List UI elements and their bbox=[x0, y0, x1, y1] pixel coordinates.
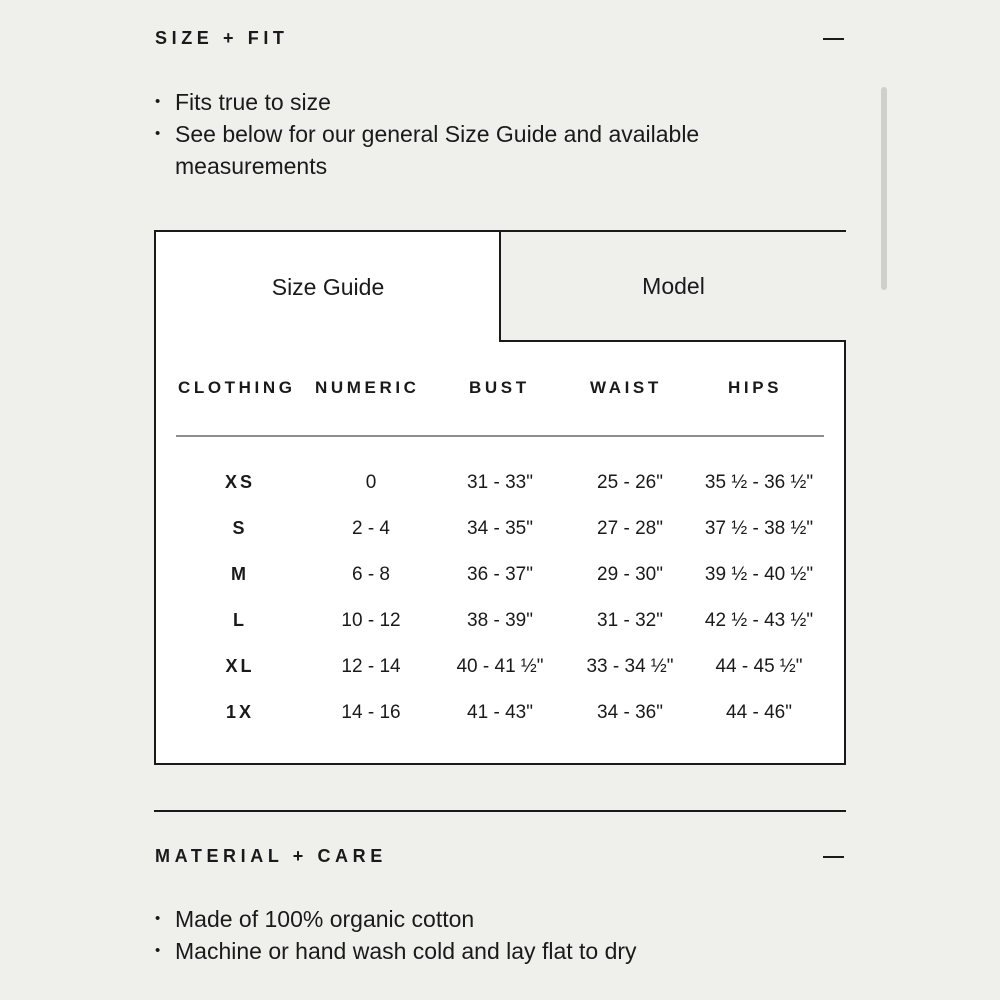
list-item: • See below for our general Size Guide and available measurements bbox=[155, 118, 755, 182]
table-cell-hips: 42 ½ - 43 ½" bbox=[704, 610, 814, 631]
table-cell-waist: 31 - 32" bbox=[597, 610, 663, 631]
table-cell-clothing: M bbox=[231, 564, 249, 584]
minus-icon bbox=[823, 856, 844, 858]
table-cell-waist: 34 - 36" bbox=[597, 702, 663, 723]
material-care-collapse-button[interactable] bbox=[823, 848, 845, 866]
table-cell-bust: 41 - 43" bbox=[467, 702, 533, 723]
table-cell-waist: 33 - 34 ½" bbox=[586, 656, 674, 677]
table-header-divider bbox=[176, 435, 824, 437]
table-cell-bust: 31 - 33" bbox=[467, 472, 533, 493]
table-cell-waist: 29 - 30" bbox=[597, 564, 663, 585]
table-cell-waist: 25 - 26" bbox=[597, 472, 663, 493]
table-cell-waist: 27 - 28" bbox=[597, 518, 663, 539]
table-cell-clothing: L bbox=[233, 610, 247, 630]
column-header-waist: WAIST bbox=[590, 378, 662, 397]
table-cell-numeric: 0 bbox=[365, 472, 377, 493]
column-header-hips: HIPS bbox=[728, 378, 783, 397]
table-cell-numeric: 2 - 4 bbox=[351, 518, 391, 539]
table-cell-bust: 38 - 39" bbox=[467, 610, 533, 631]
table-cell-hips: 44 - 46" bbox=[726, 702, 792, 723]
minus-icon bbox=[823, 38, 844, 40]
tab-label: Size Guide bbox=[271, 273, 385, 300]
material-care-title: MATERIAL + CARE bbox=[155, 846, 387, 866]
list-item: • Machine or hand wash cold and lay flat to dry bbox=[155, 935, 855, 967]
tab-size-guide[interactable] bbox=[156, 232, 500, 342]
size-fit-collapse-button[interactable] bbox=[823, 30, 845, 48]
list-item: • Fits true to size bbox=[155, 86, 855, 118]
size-fit-title: SIZE + FIT bbox=[155, 28, 289, 48]
table-cell-bust: 40 - 41 ½" bbox=[456, 656, 544, 677]
column-header-clothing: CLOTHING bbox=[178, 378, 296, 397]
list-item: • Made of 100% organic cotton bbox=[155, 903, 855, 935]
table-cell-clothing: S bbox=[232, 518, 248, 538]
size-fit-header[interactable] bbox=[155, 28, 845, 49]
table-cell-clothing: XL bbox=[225, 656, 255, 676]
column-header-numeric: NUMERIC bbox=[315, 378, 420, 397]
table-cell-bust: 34 - 35" bbox=[467, 518, 533, 539]
table-cell-clothing: XS bbox=[224, 472, 256, 492]
scrollbar-thumb[interactable] bbox=[881, 87, 887, 290]
table-cell-hips: 35 ½ - 36 ½" bbox=[704, 472, 814, 493]
table-cell-bust: 36 - 37" bbox=[467, 564, 533, 585]
tab-label: Model bbox=[642, 272, 705, 299]
size-guide-panel bbox=[154, 230, 846, 765]
table-cell-numeric: 10 - 12 bbox=[341, 610, 401, 631]
material-care-bullets bbox=[155, 903, 855, 967]
tab-model[interactable] bbox=[499, 232, 846, 342]
section-divider bbox=[154, 810, 846, 812]
table-cell-hips: 37 ½ - 38 ½" bbox=[704, 518, 814, 539]
table-cell-hips: 44 - 45 ½" bbox=[715, 656, 803, 677]
table-cell-numeric: 6 - 8 bbox=[351, 564, 391, 585]
table-cell-numeric: 14 - 16 bbox=[341, 702, 401, 723]
column-header-bust: BUST bbox=[469, 378, 530, 397]
size-fit-bullets bbox=[155, 86, 855, 182]
table-cell-numeric: 12 - 14 bbox=[341, 656, 401, 677]
table-cell-hips: 39 ½ - 40 ½" bbox=[704, 564, 814, 585]
material-care-header[interactable] bbox=[155, 846, 845, 867]
table-cell-clothing: 1X bbox=[225, 702, 255, 722]
